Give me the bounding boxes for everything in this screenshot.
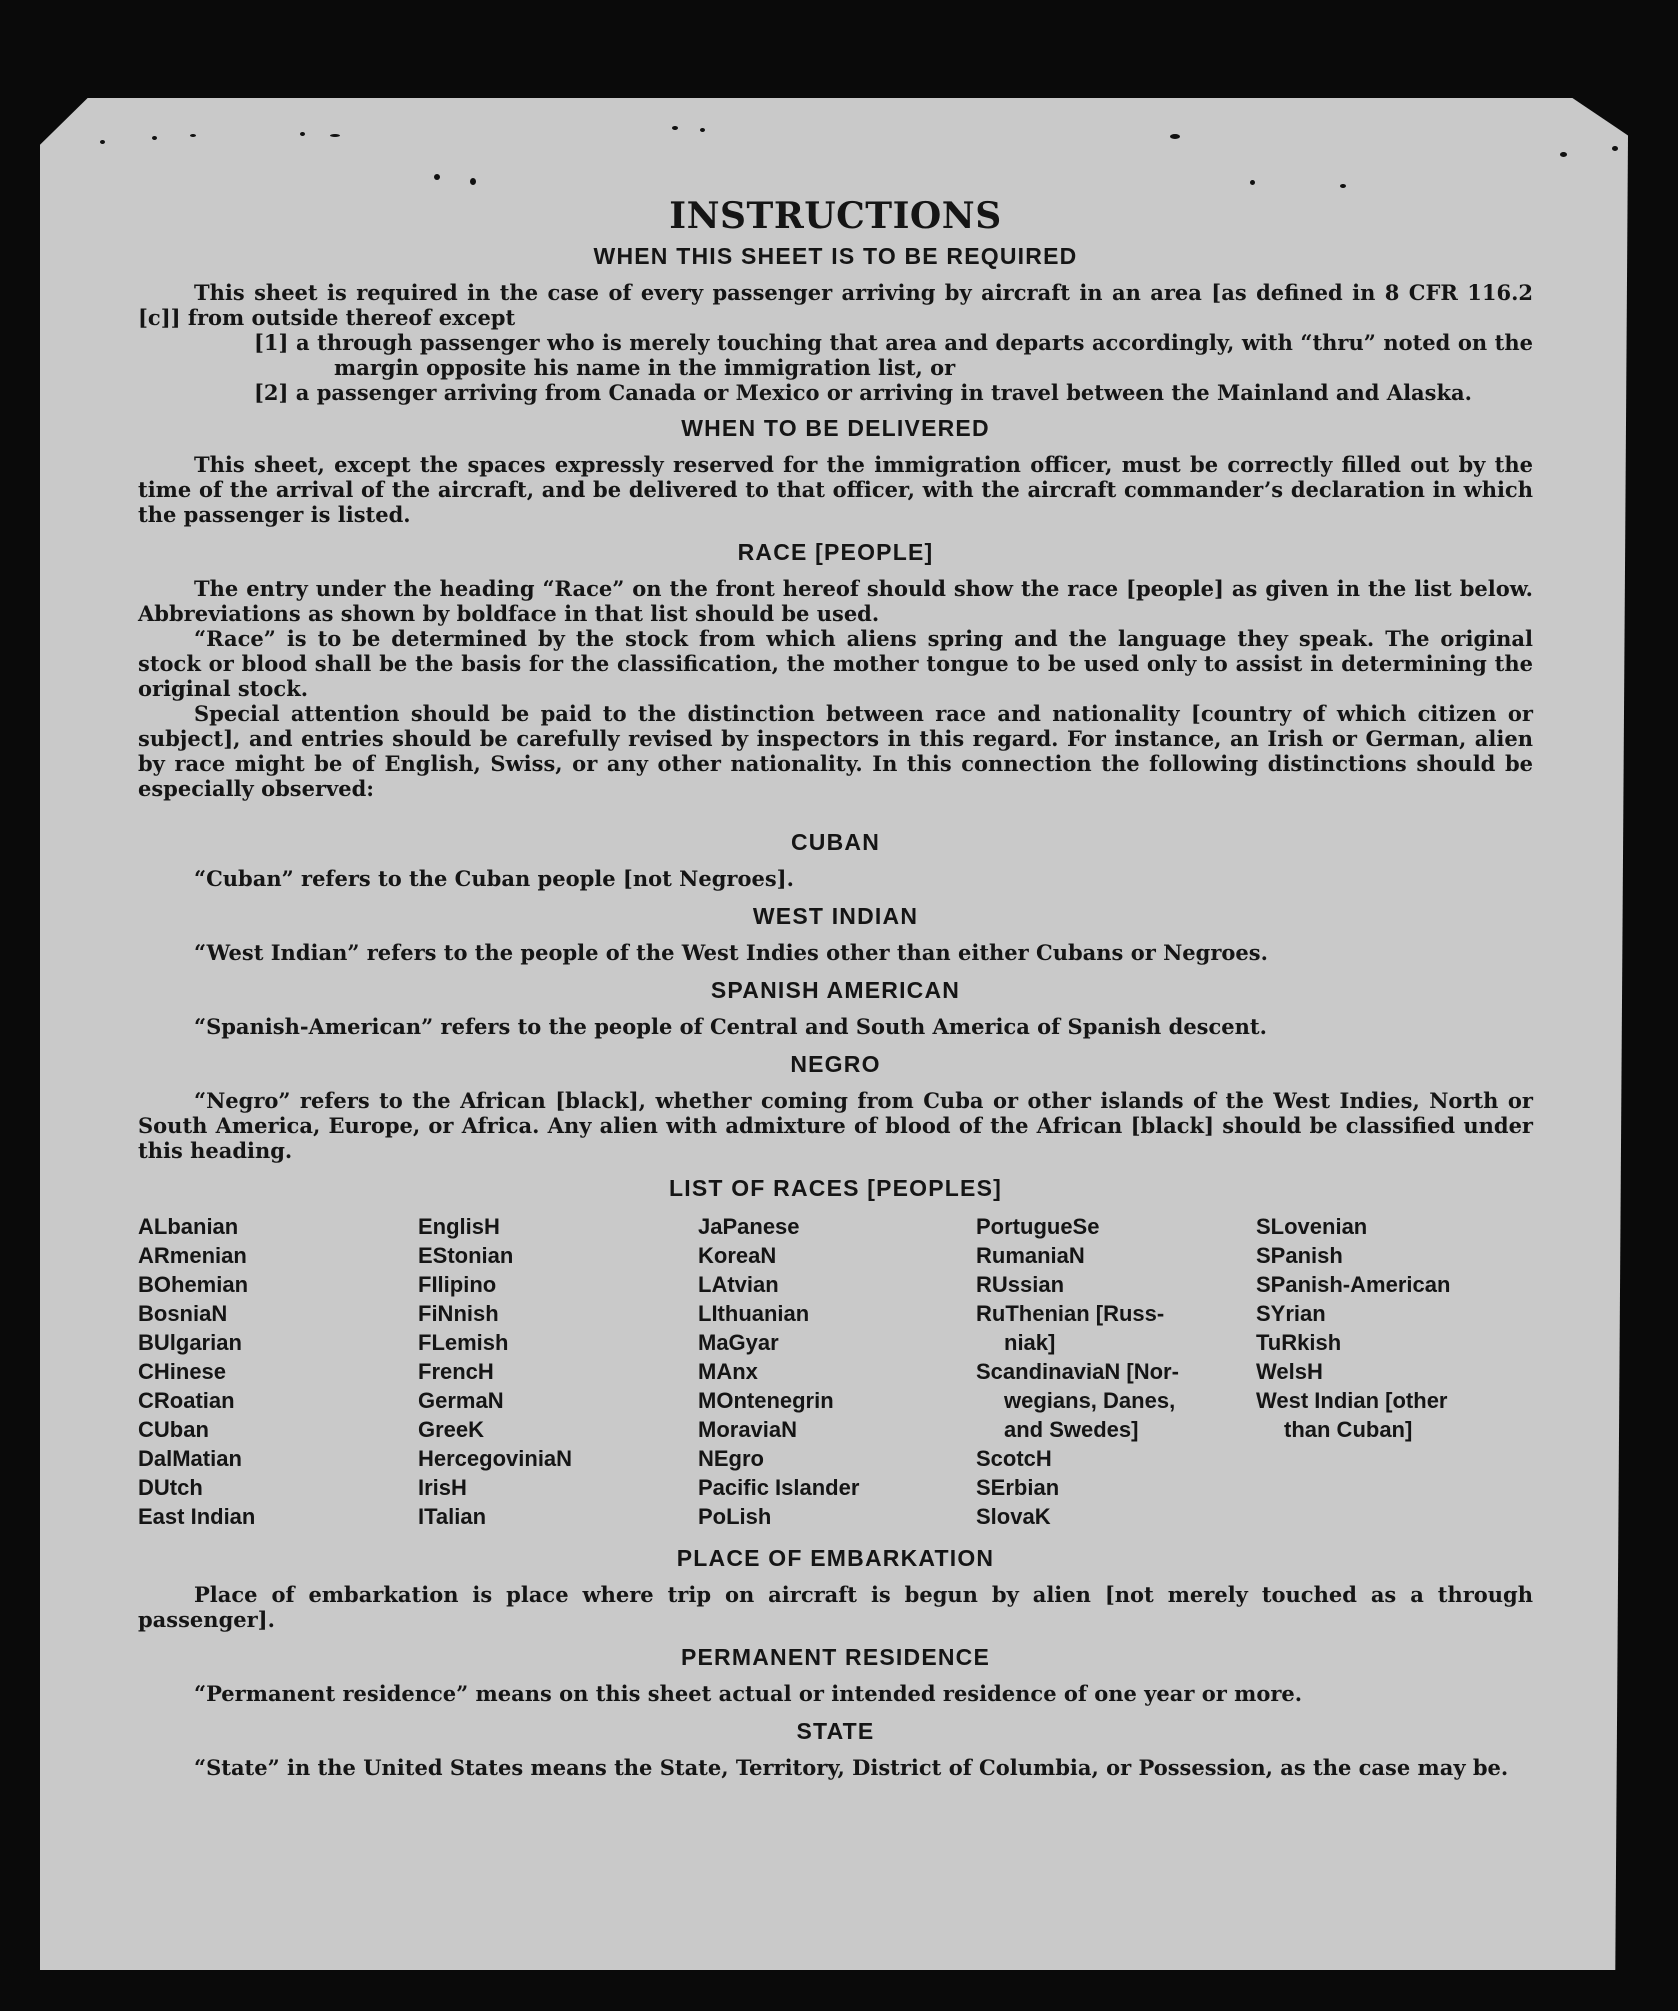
race-paragraph-1: The entry under the heading “Race” on the front hereof should show the race [people] as given in the list below. Abbreviations as shown by boldface in that list should be used. <box>138 576 1533 626</box>
race-item: IrisH <box>418 1475 467 1500</box>
race-item: LAtvian <box>698 1272 779 1297</box>
race-item: West Indian [other <box>1256 1388 1448 1413</box>
race-item: BUlgarian <box>138 1330 242 1355</box>
race-item: FrencH <box>418 1359 494 1384</box>
race-item: ITalian <box>418 1504 487 1529</box>
race-item: EnglisH <box>418 1214 500 1239</box>
race-item: TuRkish <box>1256 1330 1342 1355</box>
heading-permanent-residence: PERMANENT RESIDENCE <box>680 1644 991 1670</box>
heading-state: STATE <box>796 1718 875 1744</box>
race-item: EStonian <box>418 1243 514 1268</box>
race-item: ScandinaviaN [Nor- <box>976 1359 1179 1384</box>
race-item: PortugueSe <box>976 1214 1100 1239</box>
race-column-5 <box>1256 1212 1533 1531</box>
ink-speck <box>434 174 440 180</box>
ink-speck <box>470 178 476 185</box>
race-item: SErbian <box>976 1475 1060 1500</box>
delivered-text: This sheet, except the spaces expressly reserved for the immigration officer, must be correctly filled out by the time of the arrival of the aircraft, and be delivered to that officer, with the aircraft commander’s declaration in which the passenger is listed. <box>138 452 1533 527</box>
heading-spanish-american: SPANISH AMERICAN <box>710 977 961 1003</box>
race-item: CUban <box>138 1417 209 1442</box>
race-column-3 <box>698 1212 976 1531</box>
race-item: FLemish <box>418 1330 509 1355</box>
west-indian-text: “West Indian” refers to the people of the West Indies other than either Cubans or Negroes. <box>194 940 1268 965</box>
required-item-2: [2] a passenger arriving from Canada or Mexico or arriving in travel between the Mainland and Alaska. <box>254 380 1472 405</box>
ink-speck <box>672 126 678 130</box>
embarkation-text: Place of embarkation is place where trip on aircraft is begun by alien [not merely touched as a through passenger]. <box>138 1582 1533 1632</box>
heading-when-delivered: WHEN TO BE DELIVERED <box>681 415 990 441</box>
race-item: BOhemian <box>138 1272 249 1297</box>
heading-list-of-races: LIST OF RACES [PEOPLES] <box>668 1175 1002 1201</box>
ink-speck <box>190 134 196 137</box>
race-item: HercegoviniaN <box>418 1446 573 1471</box>
ink-speck <box>1170 134 1180 139</box>
required-item-1: [1] a through passenger who is merely touching that area and departs accordingly, with “thru” noted on the margin opposite his name in the immigration list, or <box>254 330 1533 380</box>
heading-embarkation: PLACE OF EMBARKATION <box>676 1545 995 1571</box>
race-item: MOntenegrin <box>698 1388 834 1413</box>
ink-speck <box>152 136 157 140</box>
ink-speck <box>700 128 705 132</box>
race-item: LIthuanian <box>698 1301 810 1326</box>
ink-speck <box>1250 180 1255 185</box>
race-column-2 <box>418 1212 698 1531</box>
race-item: NEgro <box>698 1446 764 1471</box>
race-column-1 <box>138 1212 418 1531</box>
race-item: SPanish-American <box>1256 1272 1451 1297</box>
race-item: SYrian <box>1256 1301 1326 1326</box>
race-list <box>138 1212 1533 1531</box>
race-item: WelsH <box>1256 1359 1323 1384</box>
race-item: CRoatian <box>138 1388 235 1413</box>
race-item: FiNnish <box>418 1301 499 1326</box>
ink-speck <box>330 134 340 137</box>
race-item: MoraviaN <box>698 1417 798 1442</box>
race-item-continued: and Swedes] <box>1004 1417 1139 1442</box>
ink-speck <box>300 132 305 136</box>
heading-when-required: WHEN THIS SHEET IS TO BE REQUIRED <box>593 243 1078 269</box>
ink-speck <box>1560 152 1567 157</box>
race-item: JaPanese <box>698 1214 800 1239</box>
heading-race: RACE [PEOPLE] <box>737 539 934 565</box>
race-item: FIlipino <box>418 1272 497 1297</box>
race-item: ScotcH <box>976 1446 1052 1471</box>
heading-cuban: CUBAN <box>790 829 881 855</box>
race-column-4 <box>976 1212 1256 1531</box>
race-item: SLovenian <box>1256 1214 1368 1239</box>
state-text: “State” in the United States means the State, Territory, District of Columbia, or Possession, as the case may be. <box>194 1755 1509 1780</box>
race-item-continued: wegians, Danes, <box>1004 1388 1176 1413</box>
race-item: KoreaN <box>698 1243 777 1268</box>
race-item: GreeK <box>418 1417 485 1442</box>
race-item: RuThenian [Russ- <box>976 1301 1165 1326</box>
race-paragraph-2: “Race” is to be determined by the stock from which aliens spring and the language they speak. The original stock or blood shall be the basis for the classification, the mother tongue to be used only to assist in determining the original stock. <box>138 626 1533 701</box>
race-item: ALbanian <box>138 1214 239 1239</box>
permanent-residence-text: “Permanent residence” means on this sheet actual or intended residence of one year or more. <box>194 1681 1303 1706</box>
race-item: RUssian <box>976 1272 1065 1297</box>
race-item: GermaN <box>418 1388 504 1413</box>
race-item: MAnx <box>698 1359 758 1384</box>
race-item: BosniaN <box>138 1301 228 1326</box>
ink-speck <box>100 140 105 144</box>
race-item: RumaniaN <box>976 1243 1085 1268</box>
cuban-text: “Cuban” refers to the Cuban people [not Negroes]. <box>194 866 794 891</box>
required-intro: This sheet is required in the case of every passenger arriving by aircraft in an area [as defined in 8 CFR 116.2 [c]] from outside thereof except <box>138 280 1533 330</box>
ink-speck <box>1340 184 1346 188</box>
ink-speck <box>1612 146 1618 151</box>
race-item: SlovaK <box>976 1504 1051 1529</box>
race-item: DalMatian <box>138 1446 242 1471</box>
page-title: INSTRUCTIONS <box>669 195 1002 237</box>
race-item: ARmenian <box>138 1243 247 1268</box>
race-item: CHinese <box>138 1359 227 1384</box>
heading-negro: NEGRO <box>790 1051 881 1077</box>
negro-text: “Negro” refers to the African [black], whether coming from Cuba or other islands of the West Indies, North or South America, Europe, or Africa. Any alien with admixture of blood of the African [black] should be classified under this heading. <box>138 1088 1533 1163</box>
spanish-american-text: “Spanish-American” refers to the people of Central and South America of Spanish descent. <box>194 1014 1267 1039</box>
race-item: PoLish <box>698 1504 772 1529</box>
race-item: DUtch <box>138 1475 203 1500</box>
race-paragraph-3: Special attention should be paid to the distinction between race and nationality [country of which citizen or subject], and entries should be carefully revised by inspectors in this regard. For instance, an Irish or German, alien by race might be of English, Swiss, or any other nationality. In this connection the following distinctions should be especially observed: <box>138 701 1533 801</box>
race-item-continued: than Cuban] <box>1284 1417 1413 1442</box>
race-item: SPanish <box>1256 1243 1343 1268</box>
heading-west-indian: WEST INDIAN <box>752 903 919 929</box>
race-item: MaGyar <box>698 1330 779 1355</box>
race-item-continued: niak] <box>1004 1330 1056 1355</box>
instructions-content <box>138 195 1533 1780</box>
race-item: East Indian <box>138 1504 256 1529</box>
race-item: Pacific Islander <box>698 1475 860 1500</box>
